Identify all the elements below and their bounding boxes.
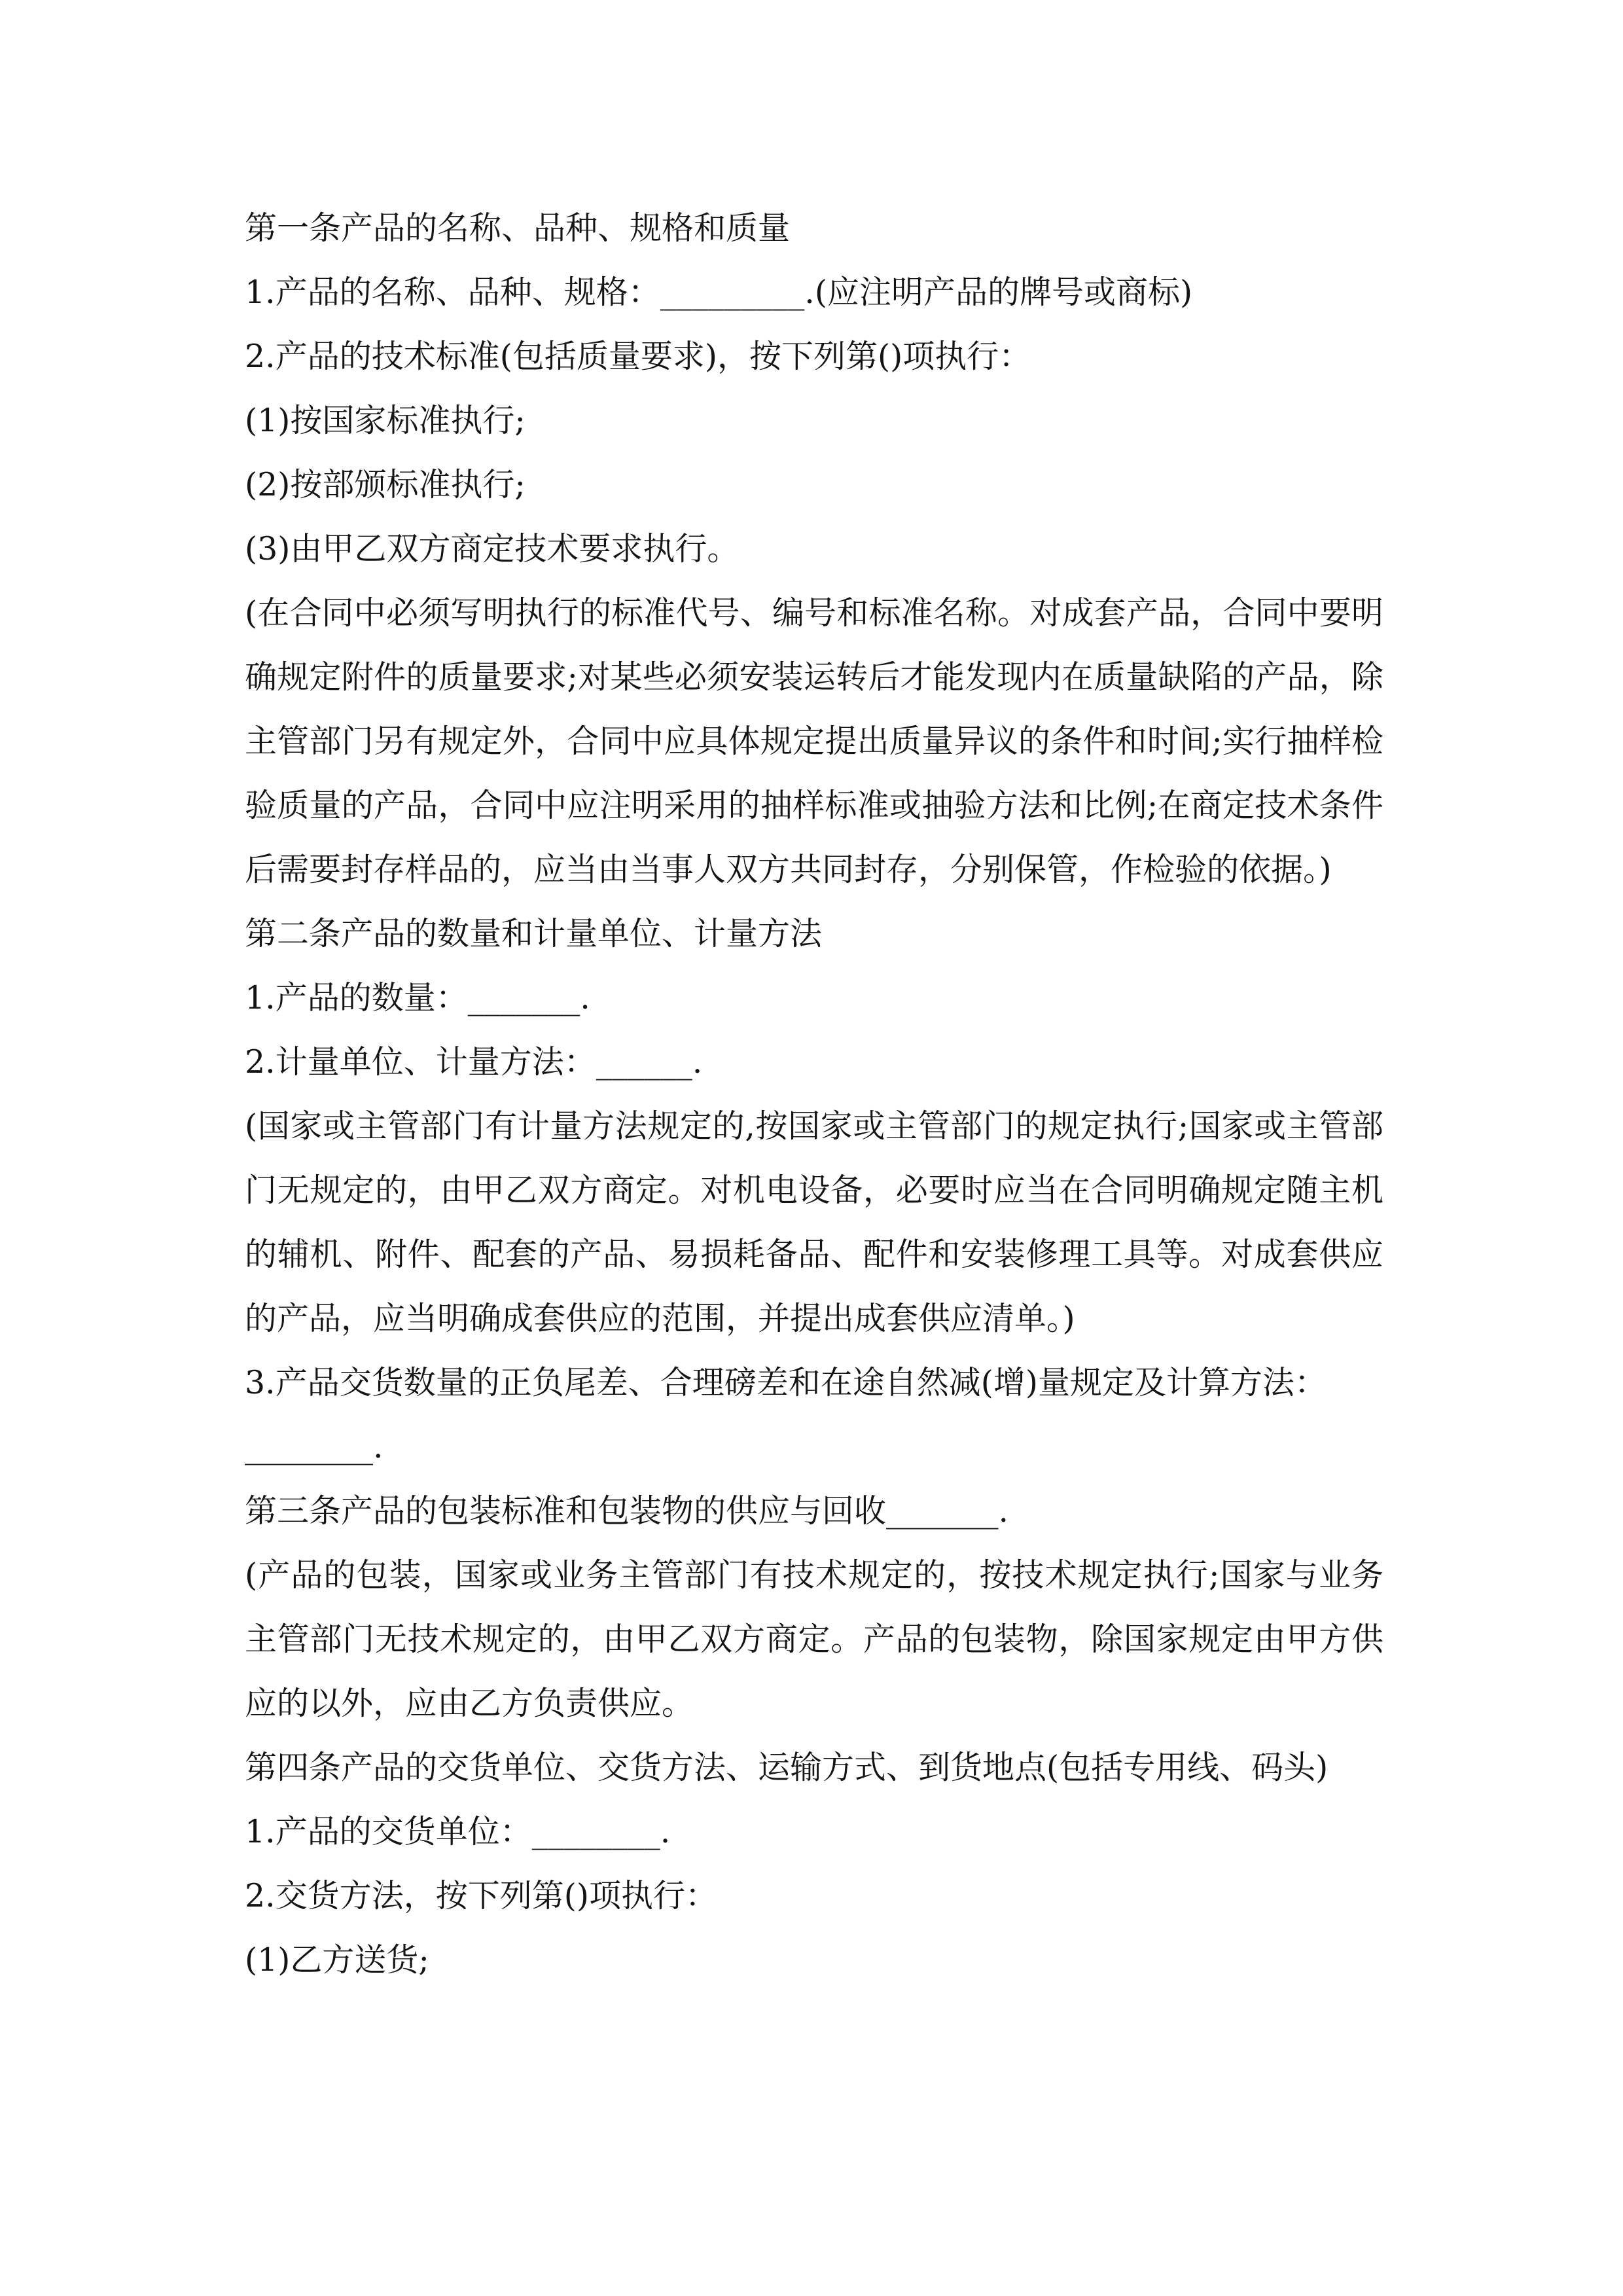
article-1-option-2: (2)按部颁标准执行; <box>245 466 526 503</box>
article-1-heading: 第一条产品的名称、品种、规格和质量 <box>245 209 791 247</box>
article-2-item-2: 2.计量单位、计量方法：______. <box>245 1043 703 1081</box>
article-1-option-1: (1)按国家标准执行; <box>245 402 526 439</box>
article-2-item-3-blank: ________. <box>245 1428 383 1465</box>
article-4-heading: 第四条产品的交货单位、交货方法、运输方式、到货地点(包括专用线、码头) <box>245 1749 1329 1786</box>
article-4-option-1: (1)乙方送货; <box>245 1941 429 1979</box>
article-2-heading: 第二条产品的数量和计量单位、计量方法 <box>245 915 823 952</box>
article-1-item-1: 1.产品的名称、品种、规格：_________.(应注明产品的牌号或商标) <box>245 274 1193 311</box>
article-3-heading: 第三条产品的包装标准和包装物的供应与回收_______. <box>245 1492 1009 1530</box>
document-body <box>245 196 1383 1992</box>
article-2-note: (国家或主管部门有计量方法规定的,按国家或主管部门的规定执行;国家或主管部门无规定的，由甲乙双方商定。对机电设备，必要时应当在合同明确规定随主机的辅机、附件、配套的产品、易损耗备品、配件和安装修理工具等。对成套供应的产品，应当明确成套供应的范围，并提出成套供应清单。) <box>245 1107 1383 1337</box>
article-4-item-1: 1.产品的交货单位：________. <box>245 1813 671 1850</box>
article-4-item-2: 2.交货方法，按下列第()项执行： <box>245 1877 717 1914</box>
article-1-item-2: 2.产品的技术标准(包括质量要求)，按下列第()项执行： <box>245 338 1031 375</box>
article-2-item-1: 1.产品的数量：_______. <box>245 979 590 1016</box>
article-1-note: (在合同中必须写明执行的标准代号、编号和标准名称。对成套产品，合同中要明确规定附件的质量要求;对某些必须安装运转后才能发现内在质量缺陷的产品，除主管部门另有规定外，合同中应具体规定提出质量异议的条件和时间;实行抽样检验质量的产品，合同中应注明采用的抽样标准或抽验方法和比例;在商定技术条件后需要封存样品的，应当由当事人双方共同封存，分别保管，作检验的依据。) <box>245 594 1383 888</box>
article-1-option-3: (3)由甲乙双方商定技术要求执行。 <box>245 530 740 567</box>
article-3-note: (产品的包装，国家或业务主管部门有技术规定的，按技术规定执行;国家与业务主管部门无技术规定的，由甲乙双方商定。产品的包装物，除国家规定由甲方供应的以外，应由乙方负责供应。 <box>245 1556 1383 1722</box>
article-2-item-3: 3.产品交货数量的正负尾差、合理磅差和在途自然减(增)量规定及计算方法： <box>245 1364 1327 1401</box>
